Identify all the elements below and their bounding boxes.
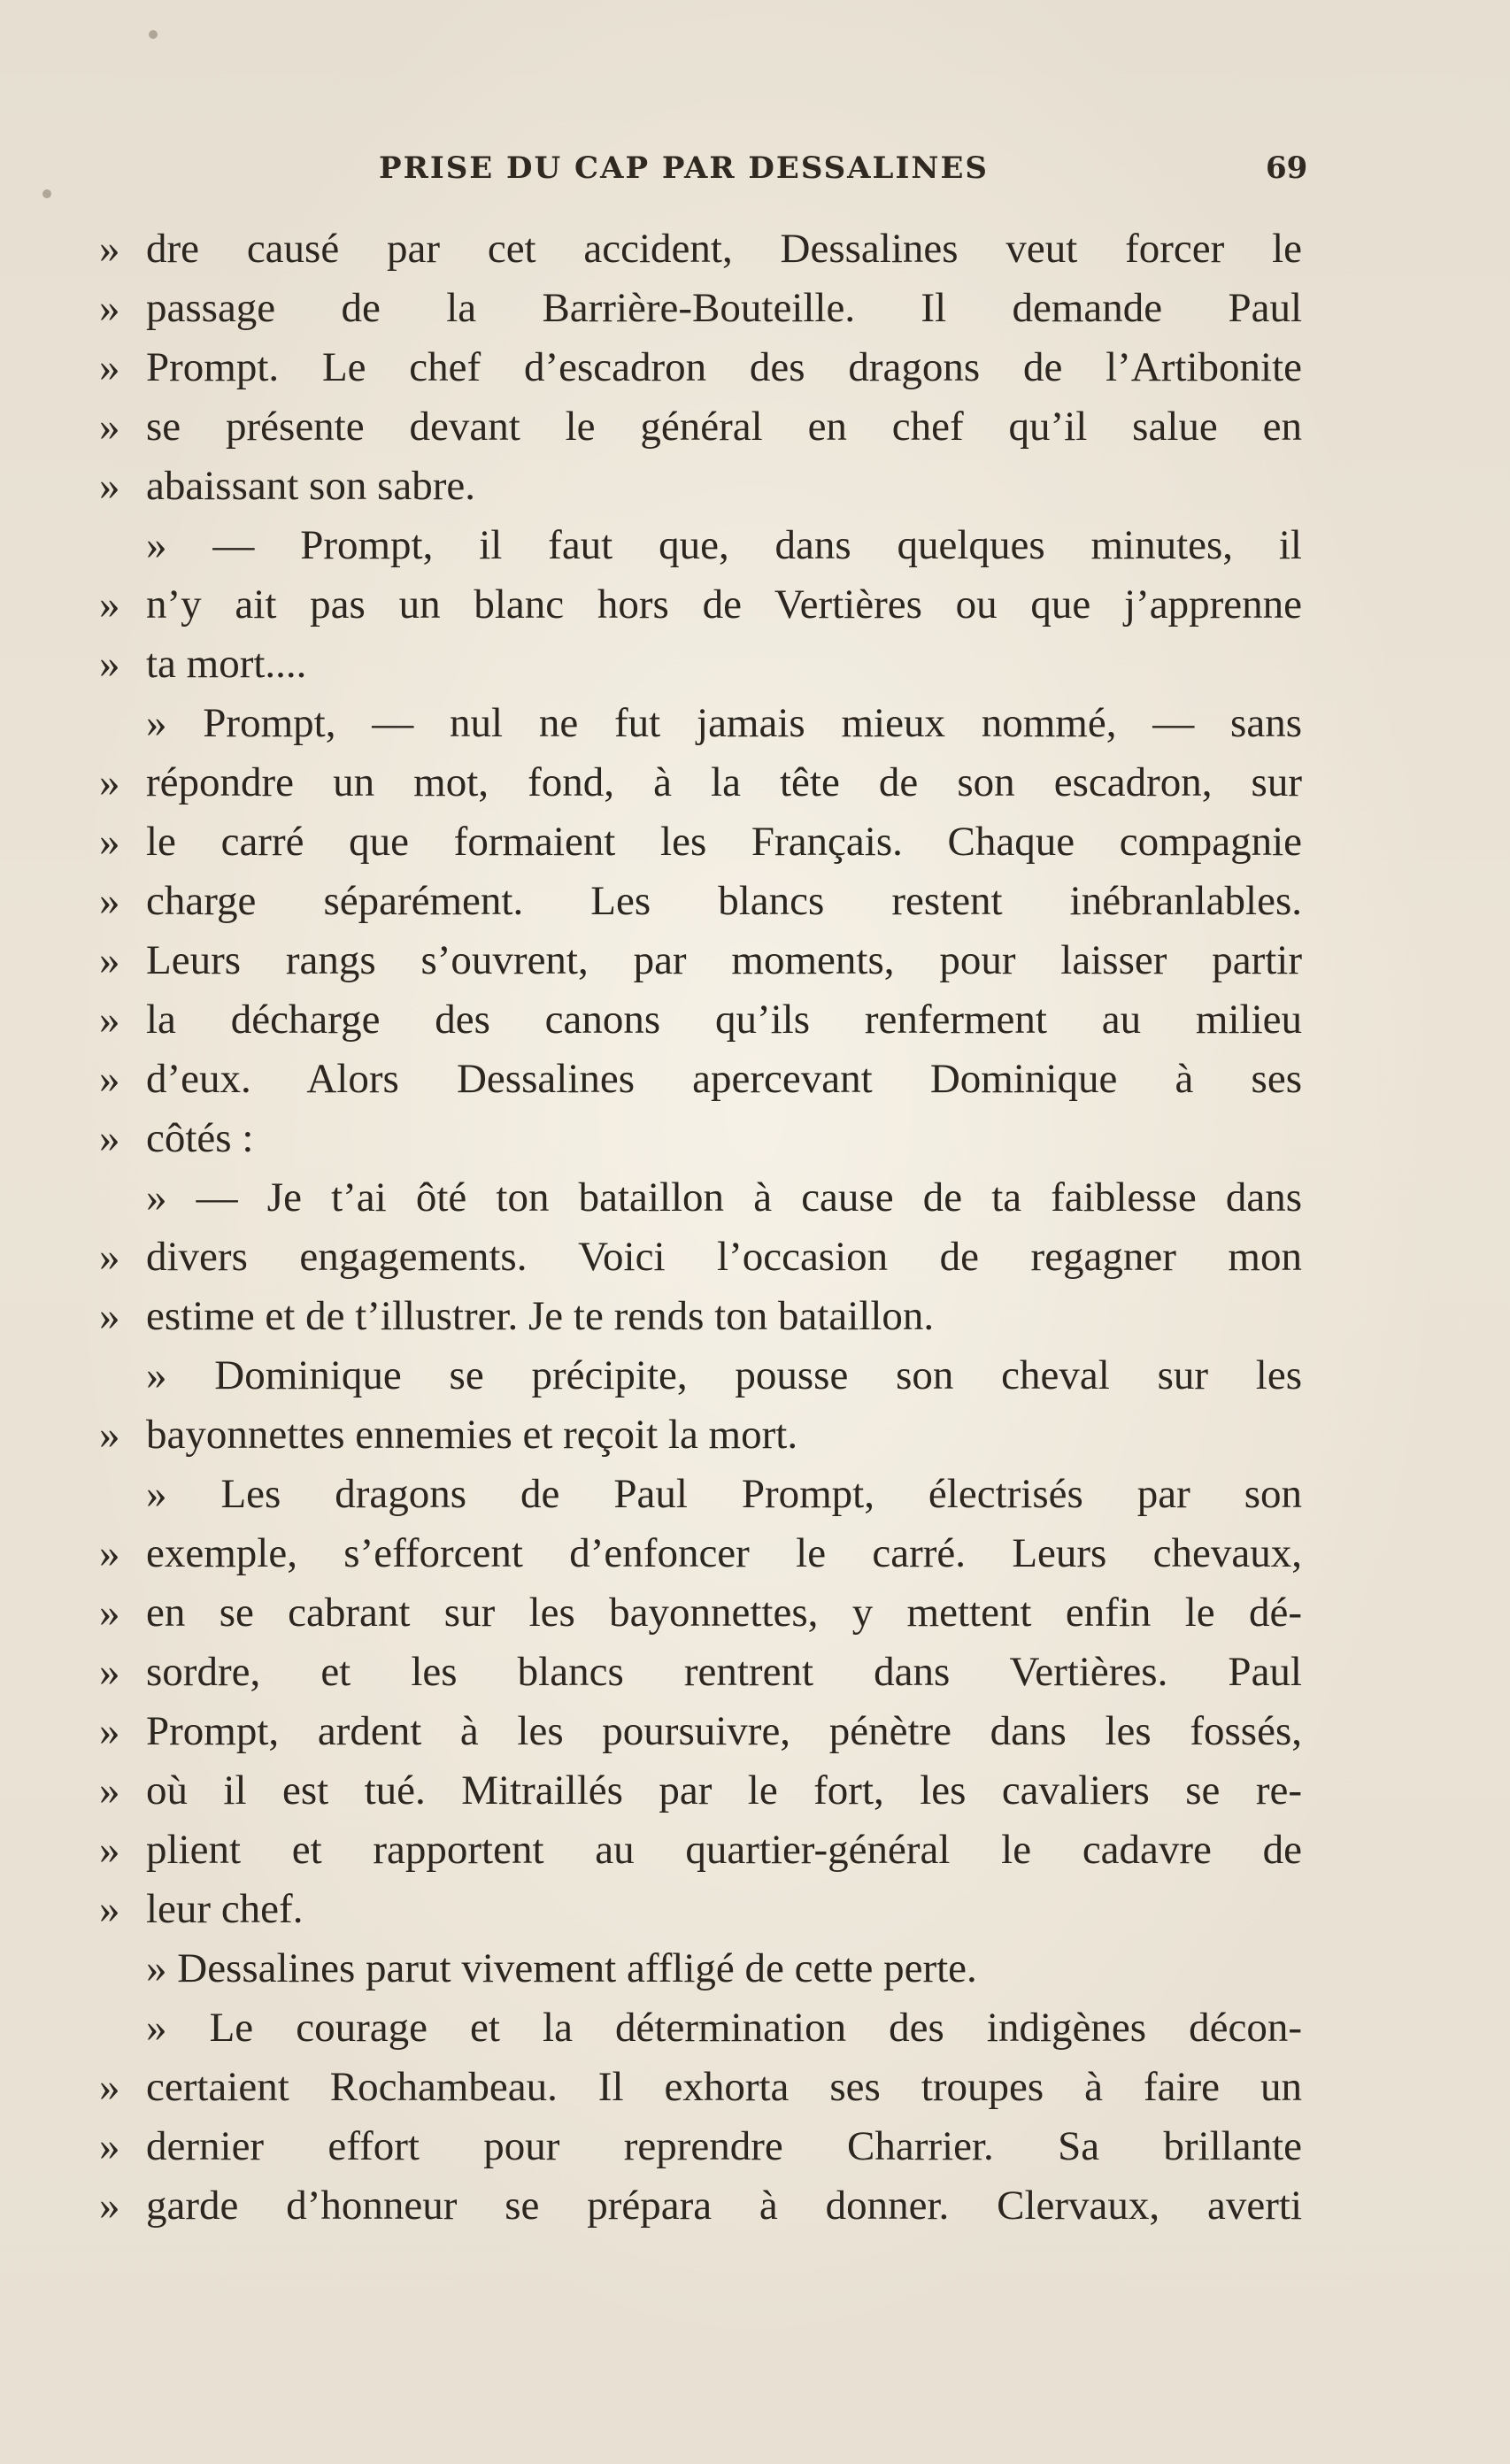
line-text: la décharge des canons qu’ils renferment au milieu <box>146 997 1302 1043</box>
line-text: Prompt, ardent à les poursuivre, pénètre dans les fossés, <box>146 1708 1302 1754</box>
quote-mark: » <box>99 1293 120 1339</box>
running-header <box>0 150 1510 195</box>
text-line <box>0 635 1510 694</box>
line-text: se présente devant le général en chef qu’il salue en <box>146 404 1302 450</box>
text-line <box>0 1761 1510 1821</box>
text-line <box>0 931 1510 990</box>
quote-mark: » <box>99 344 120 390</box>
line-text: » Dessalines parut vivement affligé de cette perte. <box>146 1945 977 1991</box>
text-line <box>0 2117 1510 2176</box>
quote-mark: » <box>99 1767 120 1813</box>
text-line <box>0 575 1510 635</box>
text-line <box>0 1168 1510 1228</box>
line-text: certaient Rochambeau. Il exhorta ses troupes à faire un <box>146 2064 1302 2110</box>
line-text: dernier effort pour reprendre Charrier. Sa brillante <box>146 2123 1302 2169</box>
text-line <box>0 1643 1510 1702</box>
line-text: » Le courage et la détermination des indigènes décon- <box>146 2005 1302 2051</box>
text-line <box>0 1405 1510 1465</box>
line-text: bayonnettes ennemies et reçoit la mort. <box>146 1412 798 1458</box>
text-line <box>0 2176 1510 2236</box>
text-line <box>0 397 1510 457</box>
line-text: divers engagements. Voici l’occasion de regagner mon <box>146 1234 1302 1280</box>
line-text: Prompt. Le chef d’escadron des dragons de l’Artibonite <box>146 344 1302 390</box>
line-text: garde d’honneur se prépara à donner. Clervaux, averti <box>146 2183 1302 2229</box>
line-text: en se cabrant sur les bayonnettes, y mettent enfin le dé- <box>146 1590 1302 1636</box>
quote-mark: » <box>99 1590 120 1636</box>
line-text: abaissant son sabre. <box>146 463 475 509</box>
quote-mark: » <box>99 1234 120 1280</box>
quote-mark: » <box>99 1649 120 1695</box>
text-line <box>0 1287 1510 1346</box>
running-title: PRISE DU CAP PAR DESSALINES <box>379 150 989 186</box>
text-line <box>0 516 1510 575</box>
text-line <box>0 1228 1510 1287</box>
page-number: 69 <box>1266 150 1308 186</box>
line-text: où il est tué. Mitraillés par le fort, les cavaliers se re- <box>146 1767 1302 1813</box>
quote-mark: » <box>99 2183 120 2229</box>
quote-mark: » <box>99 581 120 628</box>
paper-speck <box>149 30 158 39</box>
quote-mark: » <box>99 1886 120 1932</box>
text-line <box>0 812 1510 872</box>
line-text: côtés : <box>146 1115 254 1161</box>
line-text: dre causé par cet accident, Dessalines veut forcer le <box>146 226 1302 272</box>
line-text: d’eux. Alors Dessalines apercevant Dominique à ses <box>146 1056 1302 1102</box>
text-line <box>0 1524 1510 1583</box>
line-text: estime et de t’illustrer. Je te rends ton bataillon. <box>146 1293 935 1339</box>
text-line <box>0 1109 1510 1168</box>
quote-mark: » <box>99 463 120 509</box>
text-line <box>0 1880 1510 1939</box>
line-text: leur chef. <box>146 1886 304 1932</box>
text-line <box>0 1821 1510 1880</box>
quote-mark: » <box>99 878 120 924</box>
quote-mark: » <box>99 1412 120 1458</box>
line-text: » Les dragons de Paul Prompt, électrisés par son <box>146 1471 1302 1517</box>
line-text: sordre, et les blancs rentrent dans Vertières. Paul <box>146 1649 1302 1695</box>
text-line <box>0 1050 1510 1109</box>
quote-mark: » <box>99 226 120 272</box>
line-text: » — Je t’ai ôté ton bataillon à cause de ta faiblesse dans <box>146 1174 1302 1220</box>
line-text: » Dominique se précipite, pousse son cheval sur les <box>146 1352 1302 1398</box>
quote-mark: » <box>99 2123 120 2169</box>
text-line <box>0 1583 1510 1643</box>
line-text: répondre un mot, fond, à la tête de son escadron, sur <box>146 759 1302 805</box>
line-text: Leurs rangs s’ouvrent, par moments, pour laisser partir <box>146 937 1302 983</box>
quote-mark: » <box>99 759 120 805</box>
text-line <box>0 1346 1510 1405</box>
quote-mark: » <box>99 285 120 331</box>
line-text: plient et rapportent au quartier-général le cadavre de <box>146 1827 1302 1873</box>
quote-mark: » <box>99 1056 120 1102</box>
quote-mark: » <box>99 404 120 450</box>
quote-mark: » <box>99 641 120 687</box>
body-text <box>0 219 1510 2236</box>
text-line <box>0 1702 1510 1761</box>
quote-mark: » <box>99 2064 120 2110</box>
line-text: charge séparément. Les blancs restent inébranlables. <box>146 878 1302 924</box>
text-line <box>0 1939 1510 1998</box>
text-line <box>0 457 1510 516</box>
text-line <box>0 2058 1510 2117</box>
text-line <box>0 990 1510 1050</box>
text-line <box>0 1998 1510 2058</box>
line-text: le carré que formaient les Français. Chaque compagnie <box>146 819 1302 865</box>
line-text: exemple, s’efforcent d’enfoncer le carré. Leurs chevaux, <box>146 1530 1302 1576</box>
quote-mark: » <box>99 1530 120 1576</box>
line-text: » Prompt, — nul ne fut jamais mieux nommé, — sans <box>146 700 1302 746</box>
text-line <box>0 753 1510 812</box>
quote-mark: » <box>99 1827 120 1873</box>
quote-mark: » <box>99 937 120 983</box>
quote-mark: » <box>99 997 120 1043</box>
quote-mark: » <box>99 1115 120 1161</box>
text-line <box>0 219 1510 279</box>
quote-mark: » <box>99 819 120 865</box>
line-text: » — Prompt, il faut que, dans quelques minutes, il <box>146 522 1302 568</box>
line-text: passage de la Barrière-Bouteille. Il demande Paul <box>146 285 1302 331</box>
text-line <box>0 338 1510 397</box>
text-line <box>0 279 1510 338</box>
text-line <box>0 1465 1510 1524</box>
text-line <box>0 694 1510 753</box>
quote-mark: » <box>99 1708 120 1754</box>
text-line <box>0 872 1510 931</box>
line-text: n’y ait pas un blanc hors de Vertières ou que j’apprenne <box>146 581 1302 628</box>
line-text: ta mort.... <box>146 641 307 687</box>
